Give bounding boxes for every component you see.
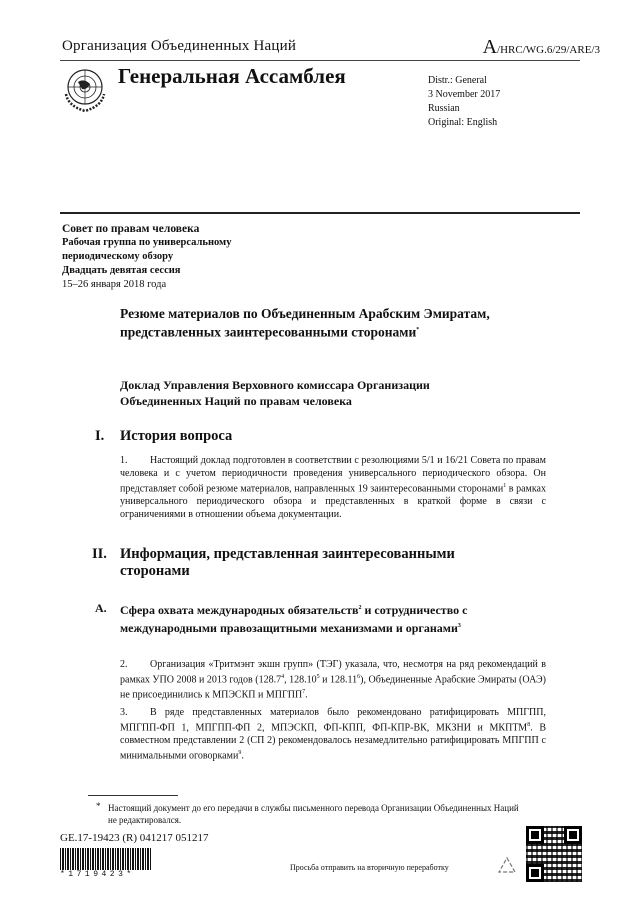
header-rule <box>60 60 580 61</box>
distr-line: Distr.: General <box>428 75 487 86</box>
thick-rule <box>60 212 580 214</box>
subsection-number: A. <box>95 601 107 615</box>
footnote-ref[interactable]: 5 <box>316 674 320 680</box>
footnote-ref[interactable]: 6 <box>357 674 361 680</box>
footnote-ref[interactable]: 7 <box>302 689 306 696</box>
document-subtitle: Доклад Управления Верховного комиссара Организации Объединенных Наций по правам человека <box>120 378 430 408</box>
council-block <box>62 222 231 292</box>
qr-code <box>526 826 582 882</box>
paragraph-text: В ряде представленных материалов было рекомендовано ратифицировать МПГПП, МПГПП-ФП 1, МПГПП-ФП 2, МПЭСКП, ФП-КПП, ФП-КПР-ВК, МКЗНИ и МКПТМ <box>120 707 546 734</box>
footnote-text: Настоящий документ до его передачи в службы письменного перевода Организации Объединенных Наций не редактировался. <box>108 803 519 825</box>
footnote-ref[interactable]: 4 <box>281 674 285 680</box>
paragraph-text: Организация «Тритмэнт экшн групп» (ТЭГ) указала, что, несмотря на ряд рекомендаций в рамках УПО 2008 и 2013 годов (128.7 <box>120 659 546 686</box>
title-text: Резюме материалов по Объединенным Арабским Эмиратам, представленных заинтересованными сторонами <box>120 306 490 340</box>
paragraph-number: 3. <box>120 707 128 718</box>
original-language-line: Original: English <box>428 117 498 128</box>
working-group: периодическому обзору <box>62 251 174 262</box>
council-name: Совет по правам человека <box>62 223 200 235</box>
footnote-ref[interactable]: 2 <box>358 605 362 611</box>
footnote-ref[interactable]: 1 <box>503 483 507 489</box>
paragraph-text: ), Объединенные Арабские Эмираты (ОАЭ) не присоединились к МПЭСКП и МПГПП <box>120 674 546 701</box>
distribution-info <box>428 74 500 130</box>
recycle-icon <box>496 856 518 876</box>
subsection-text: и сотрудничество с международными правозащитными механизмами и органами <box>120 603 468 635</box>
section-number: I. <box>95 428 105 444</box>
footnote-ref[interactable]: 9 <box>238 750 242 757</box>
paragraph-number: 2. <box>120 659 128 670</box>
job-number: GE.17-19423 (R) 041217 051217 <box>60 832 209 844</box>
working-group: Рабочая группа по универсальному <box>62 237 232 248</box>
organization-name: Организация Объединенных Наций <box>62 38 297 54</box>
paragraph-1 <box>120 454 546 521</box>
symbol-prefix: A <box>482 36 498 58</box>
paragraph-number: 1. <box>120 455 128 466</box>
subsection-title <box>120 600 520 636</box>
general-assembly-title: Генеральная Ассамблея <box>118 64 346 88</box>
paragraph-3 <box>120 706 546 763</box>
paragraph-text: . В совместном представлении 2 (СП 2) рекомендовалось незамедлительно ратифицировать МПГПП с минимальными оговорками <box>120 722 547 762</box>
paragraph-text: , 128.10 <box>284 674 317 686</box>
barcode-image <box>60 848 152 870</box>
symbol-code: /HRC/WG.6/29/ARE/3 <box>497 44 600 56</box>
un-emblem-icon <box>60 64 110 114</box>
paragraph-text: Настоящий доклад подготовлен в соответствии с резолюциями 5/1 и 16/21 Совета по правам человека и с учетом периодичности проведения универсального периодического обзора. Он представляет собой резюме материалов, направленных 19 заинтересованными сторонами <box>120 455 546 495</box>
subsection-text: Сфера охвата международных обязательств <box>120 603 359 617</box>
section-title: История вопроса <box>120 428 233 444</box>
footnote-rule <box>88 795 178 796</box>
document-title <box>120 305 490 341</box>
barcode-number: *1719423* <box>60 870 135 879</box>
footnote-ref[interactable]: 3 <box>457 623 461 629</box>
session-dates: 15–26 января 2018 года <box>62 279 167 290</box>
footnote-ref[interactable]: 8 <box>527 722 531 728</box>
date-line: 3 November 2017 <box>428 89 501 100</box>
paragraph-2 <box>120 658 546 702</box>
paragraph-text: . <box>241 750 244 762</box>
session: Двадцать девятая сессия <box>62 265 181 276</box>
footnote-mark: * <box>96 801 101 811</box>
paragraph-text: и 128.11 <box>319 674 358 686</box>
paragraph-text: в рамках универсального периодического обзора и представленных в краткой форме в связи с ограничениями в отношении объема документации. <box>120 483 546 521</box>
language-line: Russian <box>428 103 460 114</box>
document-symbol <box>483 36 600 59</box>
recycle-notice: Просьба отправить на вторичную переработку <box>290 863 449 872</box>
section-number: II. <box>92 546 107 562</box>
title-footnote-mark: * <box>416 327 420 333</box>
section-title: Информация, представленная заинтересованными сторонами <box>120 546 455 579</box>
paragraph-text: . <box>305 689 308 701</box>
